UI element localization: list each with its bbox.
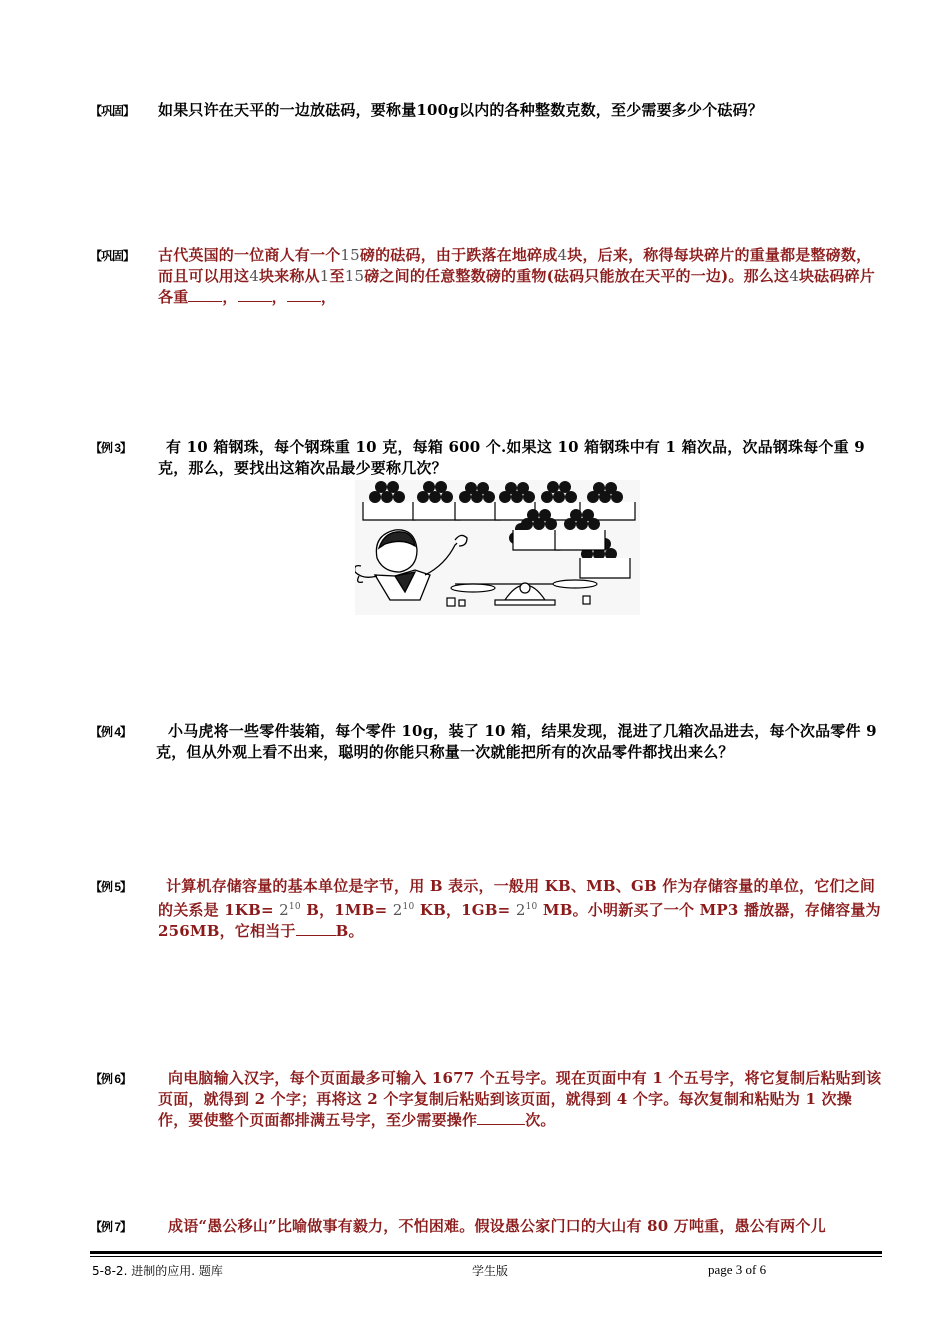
boy-weighing-boxes-of-steel-balls-illustration	[355, 480, 640, 615]
footer-rule-thick	[90, 1251, 882, 1254]
problem-text: 小马虎将一些零件装箱，每个零件 10g，装了 10 箱，结果发现，混进了几箱次品进去，每个次品零件 9 克，但从外观上看不出来，聪明的你能只称量一次就能把所有的次品零件都找出来么？	[156, 722, 877, 761]
problem-text: 古代英国的一位商人有一个15磅的砝码，由于跌落在地碎成4块，后来，称得每块碎片的重量都是整磅数，而且可以用这4块来称从1至15磅之间的任意整数磅的重物(砝码只能放在天平的一边)。那么这4块砝码碎片各重 ， ， ，	[158, 246, 875, 306]
problem-tag: 【巩固】	[90, 104, 135, 118]
problem-tag: 【例 6】	[90, 1072, 132, 1086]
problem-text: 如果只许在天平的一边放砝码，要称量100g以内的各种整数克数，至少需要多少个砝码？	[158, 101, 764, 119]
footer-edition: 学生版	[472, 1264, 509, 1278]
problem-tag: 【例 3】	[90, 441, 132, 455]
answer-blank	[287, 287, 321, 302]
problem-text: 成语“愚公移山”比喻做事有毅力，不怕困难。假设愚公家门口的大山有 80 万吨重，愚公有两个儿	[168, 1217, 826, 1235]
problem-tag: 【例 4】	[90, 725, 132, 739]
problem-text: 计算机存储容量的基本单位是字节，用 B 表示，一般用 KB、MB、GB 作为存储容量的单位，它们之间的关系是 $1KB= 2^{10}$ B，$1MB= 2^{10}$ KB，$1GB= 2^{10}$ MB。小明新买了一个 MP3 播放器，存储容量为 256MB，它相当于 B。	[158, 877, 881, 940]
top-boxes	[363, 502, 635, 520]
answer-blank	[238, 287, 272, 302]
problem-tag: 【例 5】	[90, 880, 132, 894]
footer-page-number: page 3 of 6	[708, 1262, 767, 1277]
footer-document-name: 5-8-2. 进制的应用. 题库	[92, 1264, 223, 1278]
answer-blank	[477, 1110, 525, 1125]
problem-tag: 【例 7】	[90, 1220, 132, 1234]
problem-text: 有 10 箱钢珠，每个钢珠重 10 克，每箱 600 个.如果这 10 箱钢珠中有 1 箱次品，次品钢珠每个重 9 克，那么，要找出这箱次品最少要称几次？	[158, 438, 865, 477]
footer-rule-thin	[90, 1256, 882, 1257]
problem-tag: 【巩固】	[90, 249, 135, 263]
answer-blank	[188, 287, 222, 302]
answer-blank	[296, 921, 336, 936]
problem-text: 向电脑输入汉字，每个页面最多可输入 1677 个五号字。现在页面中有 1 个五号字，将它复制后粘贴到该页面，就得到 2 个字；再将这 2 个字复制后粘贴到该页面，就得到 4 个字。每次复制和粘贴为 1 次操作，要使整个页面都排满五号字，至少需要操作 次。	[158, 1069, 882, 1129]
